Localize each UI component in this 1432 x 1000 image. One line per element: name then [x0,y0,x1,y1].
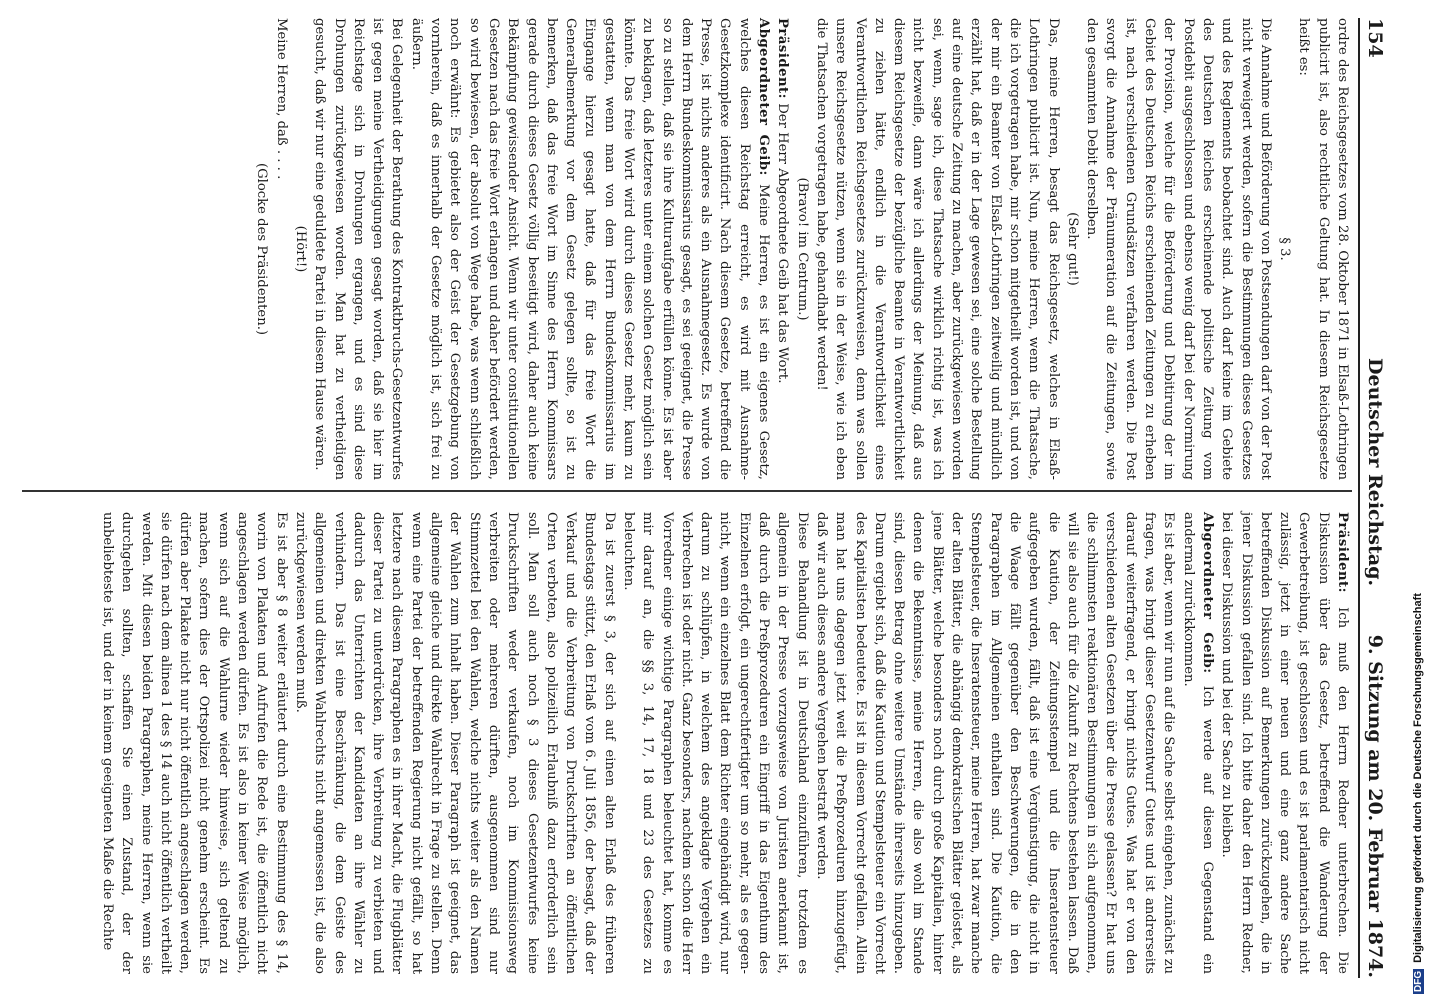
page-number: 154 [1364,18,1386,58]
running-head [1360,18,1386,978]
header-rule [1358,18,1360,978]
footer-line [1412,0,1428,1000]
journal-title: Deutscher Reichstag. [1364,358,1386,587]
body-paragraph: Die Annahme und Beförderung von Postsendungen darf von der Post nicht verweigert werden, sofern die Bestimmungen dieses Gesetzes und des Reglements beobachtet sind. Auch darf keine im Gebiete des Deutschen Reiches erscheinende politische Zeitung vom Postdebit ausgeschlossen und ebenso wenig darf bei der Normirung der Provision, welche für die Beförderung und Debitirung der im Gebiet des Deutschen Reichs erscheinenden Zeitungen zu erheben ist, nach verschiedenen Grundsätzen verfahren werden. Die Post svorgt die Annahme der Pränumeration auf die Zeitungen, sowie den gesammten Debit derselben. [1084,18,1273,480]
body-paragraph: Da ist zuerst § 3, der sich auf einen alten Erlaß des früheren Bundestags stützt, den Erlaß vom 6. Juli 1856, der besagt, daß der Verkauf und die Verbreitung von Druckschriften an öffentlichen Orten verboten, also polizeilich Erlaubniß dazu erforderlich sein soll. Man soll auch noch § 3 dieses Gesetzentwurfes keine Druckschriften weder verkaufen, noch im Kommissionsweg verbreiten oder mehreren dürften, ausgenommen sind nur Stimmzettel bei den Wahlen, welche nichts weiter als den Namen der Wahlen zum Inhalt haben. Dieser Paragraph ist geeignet, das allgemeine gleiche und direkte Wahlrecht in Frage zu stellen. Denn wenn eine Partei der betreffenden Regierung nicht gefällt, so hat letztere nach diesem Paragraphen es in ihrer Macht, die Flugblätter dieser Partei zu unterdrücken, ihre Verbreitung zu verbieten und dadurch das Unterrichten der Kandidaten an ihre Wähler zu verhindern. Das ist eine Beschränkung, die dem Geiste des allgemeinen und direkten Wahlrechts nicht angemessen ist, die also zurückgewiesen werden muß. [292,512,617,974]
stage-direction: (Bravo! im Centrum.) [794,177,810,321]
body-paragraph: Das, meine Herren, besagt das Reichsgesetz, welches in Elsaß-Lothringen publicirt ist. Nun, meine Herren, wenn die Thatsache, die ich vorgetragen habe, mir schon mitgetheilt worden ist, und von der mir ein Beamter von Elsaß-Lothringen zeitweilig und mündlich erzählt hat, daß er in der Lage gewesen sei, eine solche Bestellung auf eine deutsche Zeitung zu machen, aber zurückgewiesen worden sei, wenn, sage ich, diese Thatsache wirklich richtig ist, was ich nicht bezweifle, dann wäre ich allerdings der Meinung, daß aus diesem Reichsgesetze der bezügliche Beamte in Verantwortlichkeit zu ziehen hätte, endlich in die Verantwortlichkeit eines Verantwortlichen Reichsgesetzes zurückzuweisen, denn was sollen unsere Reichsgesetze nützen, wenn sie in der Weise, wie ich eben die Thatsachen vorgetragen habe, gehandhabt werden! [813,18,1061,480]
body-paragraph: Es ist aber § 8 weiter erläutert durch eine Bestimmung des § 14, worin von Plakaten und Aufrufen die Rede ist, die öffentlich nicht angeschlagen werden dürfen. Es ist also in keiner Weise möglich, wenn sich auf die Wahlurne wieder hinweise, sich geltend zu machen, sofern dies der Ortspolizei nicht genehm erscheint. Es dürfen aber Plakate nicht nur nicht öffentlich angeschlagen werden, sie dürfen nach dem alinea 1 des § 14 auch nicht öffentlich vertheilt werden. Mit diesen beiden Paragraphen, meine Herren, wenn sie durchgehen sollten, schaffen Sie einen Zustand, der der unbeliebteste ist, und der in keinem geeigneten Maße die Rechte [100,512,289,974]
stage-direction: (Sehr gut!) [1064,212,1080,286]
speech-text: Der Herr Abgeordnete Geib hat das Wort. [775,103,791,384]
column-separator [22,490,1352,492]
speech-text: Meine Herren, es ist ein eigenes Gesetz, welches diesen Reichstag erreicht, es wird mit Ausnahme-Gesetzkomplexe identificirt. Nach diesem Gesetze, betreffend die Presse, ist nichts anderes als ein Ausnahmegesetz. Es wurde von dem Herrn Bundeskommissarius gesagt, es sei geeignet, die Presse so zu stellen, daß sie ihre Kulturaufgabe erfüllen könne. Es ist aber zu beklagen, daß letzteres unter einem solchen Gesetz möglich sein könnte. Das freie Wort wird durch dieses Gesetz mehr, kaum zu gestatten, wenn man von dem Herrn Bundeskommissarius im Eingange hierzu gesagt hatte, daß für das freie Wort die Generalbemerkung vor dem Gesetz gelegen sollte, so ist zu bemerken, daß das freie Wort im Sinne des Herrn Kommissars gerade durch dieses Gesetz völlig beseitigt wird, daher auch keine Bekämpfung gewissender Ansicht. Wenn wir unter constitutionellen Gesetzen nach das freie Wort erlangen und daher befördert werden, so wird bewiesen, der absolut von Wege habe, was wenn schließlich noch erwähnt: Es gebietet also der Geist der Gesetzgebung von vornherein, daß es innerhalb der Gesetze möglich ist, sich frei zu äußern. [408,18,772,480]
session-title: 9. Sitzung am 20. Februar 1874. [1364,634,1386,978]
body-paragraph: Diese Behandlung ist in Deutschland einzuführen, trotzdem es allgemein in der Presse vorzugsweise von Juristen anerkannt ist, daß durch die Preßprozeduren ein Eingriff in das Eigenthum des Einzelnen erfolgt, ein ungerechtfertigter um so mehr, als es gegen- nicht, wenn ein einzelnes Blatt dem Richter eingehändigt wird, nur darum zu schlüpfen, in welchem des angeklagte Vergehen ein Verbrechen ist oder nicht. Ganz besonders, nachdem schon die Herr Vorredner einige wichtige Paragraphen beleuchtet hat, komme es mir darauf an, die §§ 3, 14, 17, 18 und 23 des Gesetzes zu beleuchten. [621,512,810,974]
dfg-logo: DFG [1413,970,1424,992]
right-column [98,512,1352,974]
body-paragraph: Es ist aber, wenn wir nun auf die Sache selbst eingehen, zunächst zu fragen, was bringt dieser Gesetzentwurf Gutes und ist andrerseits darauf weiterfragend, er bringt nichts Gutes. Was hat er von den verschiedenen alten Gesetzen über die Presse gelassen? Er hat uns die schlimmsten reaktionären Bestimmungen in sich aufgenommen, will sie also auch für die Zukunft zu Rechtens bestehen lassen. Daß die Kaution, der Zeitungsstempel und die Inseratensteuer aufgegeben wurden, fällt, daß ist eine Vergünstigung, die nicht in die Waage fällt gegenüber den Beschwerungen, die in den Paragraphen im Allgemeinen enthalten sind. Die Kaution, die Stempelsteuer, die Inseratensteuer, meine Herren, hat zwar manche der alten Blätter, die abhängig demokratischen Blätter gelöstet, als jene Blätter, welche besonders noch durch große Kapitalien, hinter denen die Bekenntnisse, meine Herren, die also wohl im Stande sind, diesen Betrag ohne weitere Umstände ihrerseits hinzugeben. Darum ergiebt sich, daß die Kaution und Stempelsteuer ein Vorrecht des Kapitalisten bedeutete. Es ist in diesem Vorrecht gefallen. Allein man hat uns dagegen jetzt weit die Preßprozeduren hinzugefügt, daß wir auch dieses andere Vergehen bestraft werden. [813,512,1177,975]
speech-text: Ich muß den Herrn Redner unterbrechen. Die Diskussion über das Gesetz, betreffend die Wanderung der Gewerbetreibung, ist geschlossen und es ist parlamentarisch nicht zulässig, jetzt in einer neuen und eine ganz andere Sache betreffenden Diskussion auf Bemerkungen zurückzugehen, die in jener Diskussion gefallen sind. Ich bitte daher den Herrn Redner, bei dieser Diskussion und bei der Sache zu bleiben. [1219,512,1350,974]
body-paragraph: Meine Herren, daß . . . . [273,18,289,180]
body-paragraph: Bei Gelegenheit der Berathung des Kontraktbruchs-Gesetzentwurfes ist gegen meine Vertheidigungen gesagt worden, daß sie hier im Reichstage sich in Drohungen ergangen, und es sind diese Drohungen zurückgewiesen worden. Man hat zu vertheidigen gesucht, daß wir nur eine geduldete Partei in diesem Hause wären. [312,18,405,480]
digitization-footer [1412,0,1428,1000]
speech-text: Ich werde auf diesen Gegenstand ein andermal zurückkommen. [1180,512,1215,974]
speaker-label: Präsident: [775,18,791,100]
footer-text: Digitalisierung gefördert durch die Deutsche Forschungsgemeinschaft [1412,593,1424,963]
speech-paragraph [406,18,773,480]
body-paragraph: ordre des Reichsgesetzes vom 28. Oktober 1871 in Elsaß-Lothringen publicirt ist, also rechtliche Geltung hat. In diesem Reichsgesetze heißt es: [1296,18,1350,480]
speech-paragraph [1217,512,1352,974]
speaker-label: Abgeordneter Geib: [1199,512,1215,674]
speaker-label: Abgeordneter Geib: [756,18,772,176]
stage-direction: (Glocke des Präsidenten.) [254,162,270,336]
speech-paragraph [773,18,792,480]
speaker-label: Präsident: [1335,512,1350,594]
speech-paragraph [1178,512,1217,974]
stage-direction: § 3. [1277,237,1293,261]
stage-direction: (Hört!) [292,225,308,273]
left-column [252,18,1352,480]
